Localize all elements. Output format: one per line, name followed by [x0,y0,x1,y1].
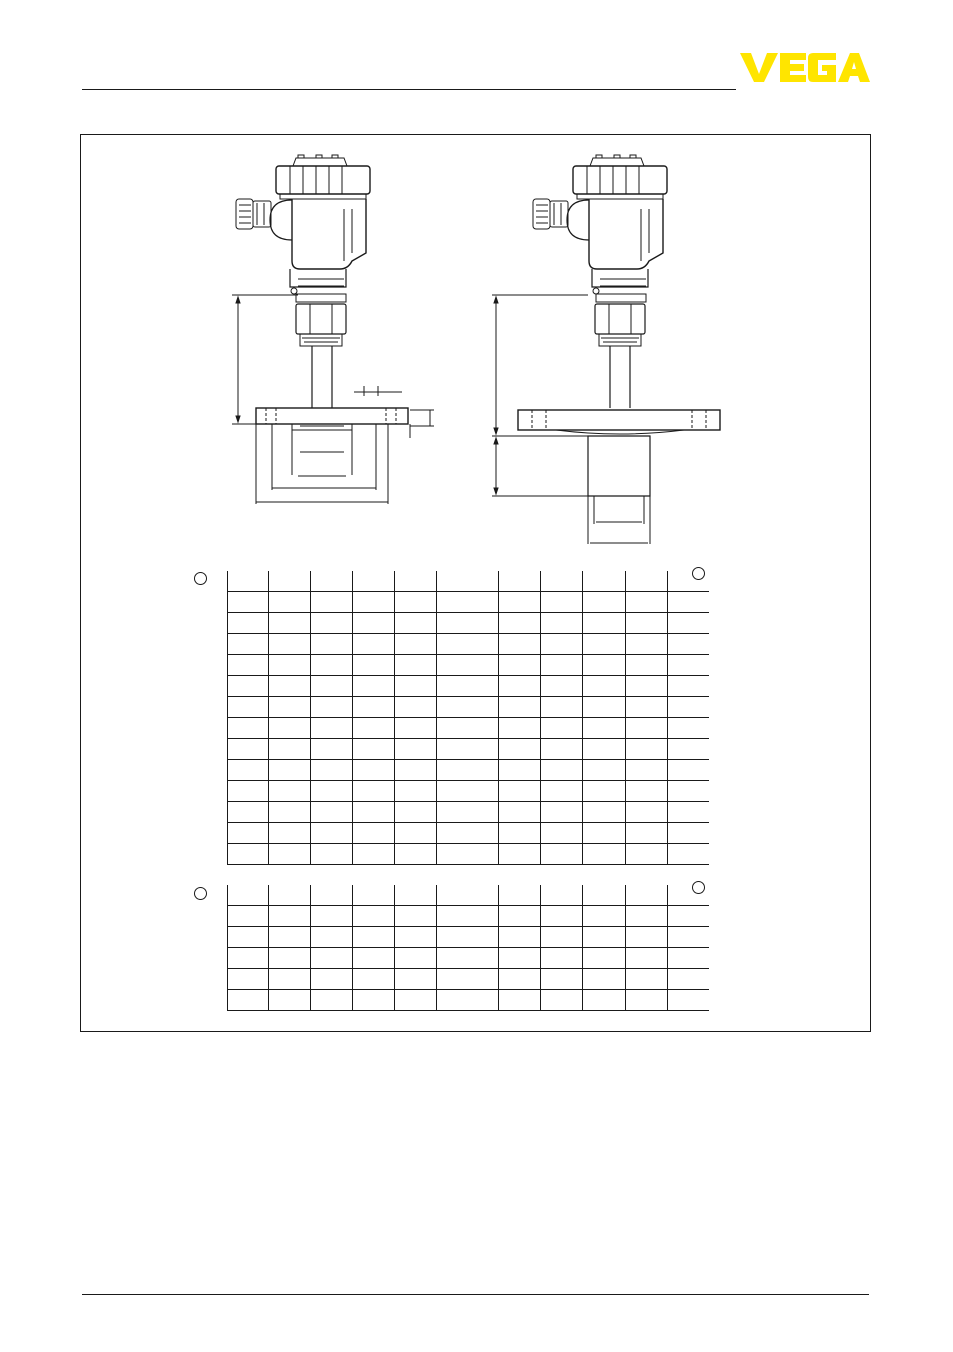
table-cell [626,823,668,844]
table-cell [437,592,499,613]
table-cell [668,969,709,990]
table-cell [395,697,437,718]
table-cell [269,948,311,969]
table-cell [541,571,583,592]
table-cell [269,697,311,718]
table-cell [626,634,668,655]
table-cell [228,969,269,990]
table-cell [311,760,353,781]
table-row [228,906,709,927]
table-cell [228,697,269,718]
table-row [228,823,709,844]
table-cell [311,571,353,592]
table-cell [437,948,499,969]
table-cell [228,823,269,844]
table-cell [583,655,626,676]
table-cell [228,906,269,927]
table-cell [269,969,311,990]
table-cell [228,676,269,697]
table-cell [395,823,437,844]
table-cell [353,802,395,823]
table-row [228,885,709,906]
table-cell [395,676,437,697]
footer-rule [82,1294,869,1295]
table-row [228,592,709,613]
table-cell [668,634,709,655]
table-row [228,760,709,781]
table-row [228,718,709,739]
table-cell [353,969,395,990]
table-cell [311,613,353,634]
table-cell [395,655,437,676]
table-cell [541,592,583,613]
table-cell [311,802,353,823]
table-cell [499,990,541,1011]
table-cell [395,781,437,802]
table-cell [228,571,269,592]
table-cell [311,823,353,844]
table-cell [437,927,499,948]
table-cell [583,990,626,1011]
table-cell [499,571,541,592]
table-cell [395,760,437,781]
table-cell [228,634,269,655]
dimension-table-2 [227,885,709,1011]
table-cell [353,613,395,634]
table-cell [541,844,583,865]
table-cell [353,571,395,592]
table-cell [228,718,269,739]
table-cell [437,802,499,823]
table-cell [626,655,668,676]
table-cell [668,781,709,802]
table-cell [228,990,269,1011]
dimension-table-1 [227,571,709,865]
table-cell [269,613,311,634]
table-cell [668,823,709,844]
table-cell [626,676,668,697]
table-cell [583,802,626,823]
table-cell [269,781,311,802]
table-cell [353,844,395,865]
table-cell [583,718,626,739]
table-cell [541,634,583,655]
table-cell [541,613,583,634]
table-cell [353,760,395,781]
table-cell [353,927,395,948]
table-cell [353,823,395,844]
table-cell [541,948,583,969]
table-cell [311,739,353,760]
table-cell [353,906,395,927]
table-cell [437,760,499,781]
table-cell [269,885,311,906]
table-cell [353,655,395,676]
table-row [228,948,709,969]
table-cell [499,802,541,823]
table-cell [269,906,311,927]
table-cell [626,969,668,990]
table-cell [668,739,709,760]
table-cell [395,927,437,948]
table-cell [583,676,626,697]
table-cell [437,990,499,1011]
table-cell [269,676,311,697]
table-cell [228,613,269,634]
table-row [228,697,709,718]
table-row [228,571,709,592]
table-row [228,676,709,697]
table-cell [228,592,269,613]
table-cell [626,571,668,592]
table-cell [626,844,668,865]
table-cell [269,844,311,865]
table-cell [583,969,626,990]
table-cell [583,634,626,655]
table-cell [228,844,269,865]
table-cell [626,927,668,948]
table-cell [541,718,583,739]
table-cell [626,613,668,634]
table-row [228,844,709,865]
table-cell [668,760,709,781]
table-cell [353,781,395,802]
table-cell [311,781,353,802]
table-row [228,739,709,760]
table-cell [437,844,499,865]
table-cell [541,823,583,844]
table-cell [583,823,626,844]
table-cell [269,802,311,823]
instrument-left [232,155,434,504]
dimensional-drawing [0,0,953,560]
table-cell [353,948,395,969]
table-cell [541,802,583,823]
table-cell [626,990,668,1011]
table-cell [499,927,541,948]
table-row [228,613,709,634]
table-cell [626,718,668,739]
table-cell [626,885,668,906]
table-cell [353,634,395,655]
table-cell [395,802,437,823]
table-cell [437,969,499,990]
table-cell [541,885,583,906]
table-cell [269,571,311,592]
table-row [228,781,709,802]
table-cell [437,885,499,906]
table-cell [395,948,437,969]
table-cell [437,571,499,592]
table-cell [668,697,709,718]
table-cell [311,906,353,927]
table-cell [499,781,541,802]
table-cell [395,613,437,634]
table-cell [311,655,353,676]
table-row [228,634,709,655]
table-cell [668,802,709,823]
table-cell [499,634,541,655]
table-cell [541,697,583,718]
table-cell [668,927,709,948]
table-cell [437,906,499,927]
table-cell [311,718,353,739]
table-cell [499,697,541,718]
table-cell [269,990,311,1011]
table-cell [311,948,353,969]
table-cell [437,634,499,655]
table-cell [668,718,709,739]
table-cell [626,948,668,969]
table-cell [626,760,668,781]
table-cell [499,760,541,781]
table-cell [228,655,269,676]
table-cell [626,906,668,927]
table-cell [583,697,626,718]
table-cell [269,592,311,613]
table-cell [499,969,541,990]
table-cell [311,844,353,865]
table-cell [668,948,709,969]
table-cell [228,927,269,948]
table-cell [353,990,395,1011]
table-cell [269,655,311,676]
table-cell [353,676,395,697]
table-cell [499,844,541,865]
table-cell [499,613,541,634]
table-cell [311,969,353,990]
table-cell [541,781,583,802]
table-cell [437,613,499,634]
table-cell [311,697,353,718]
table-cell [583,844,626,865]
table-cell [499,885,541,906]
table-cell [541,760,583,781]
table-cell [353,739,395,760]
table-row [228,990,709,1011]
table-cell [395,990,437,1011]
table-cell [353,885,395,906]
table-cell [626,802,668,823]
table-cell [499,823,541,844]
table-cell [311,634,353,655]
table-cell [228,781,269,802]
table-cell [583,948,626,969]
table-cell [311,990,353,1011]
table-cell [583,592,626,613]
table-cell [395,969,437,990]
instrument-right [492,155,720,544]
table-cell [269,739,311,760]
table-cell [626,697,668,718]
table-cell [626,781,668,802]
table-cell [269,927,311,948]
table-cell [228,760,269,781]
table-cell [395,634,437,655]
table-cell [668,676,709,697]
table-cell [311,885,353,906]
table-cell [437,781,499,802]
table-cell [583,927,626,948]
table-cell [395,592,437,613]
table-cell [499,948,541,969]
table-row [228,655,709,676]
table-cell [437,655,499,676]
table-cell [395,844,437,865]
table-cell [499,592,541,613]
table-cell [668,571,709,592]
table-row [228,927,709,948]
table-cell [668,592,709,613]
table-cell [269,760,311,781]
table-cell [626,739,668,760]
table-cell [583,781,626,802]
table-cell [269,718,311,739]
table-cell [583,906,626,927]
table-cell [668,906,709,927]
table-cell [395,739,437,760]
table-marker-left-1 [194,572,207,585]
table-cell [583,571,626,592]
table-cell [583,613,626,634]
table-cell [395,906,437,927]
table-cell [311,592,353,613]
table-cell [541,990,583,1011]
table-cell [353,697,395,718]
table-cell [541,927,583,948]
table-cell [541,655,583,676]
table-cell [668,885,709,906]
table-cell [668,990,709,1011]
table-cell [499,676,541,697]
table-cell [311,927,353,948]
table-cell [583,739,626,760]
table-cell [437,718,499,739]
table-cell [353,592,395,613]
table-cell [437,739,499,760]
table-cell [541,739,583,760]
table-cell [395,571,437,592]
table-cell [395,718,437,739]
table-cell [395,885,437,906]
table-cell [353,718,395,739]
table-cell [541,969,583,990]
table-cell [583,760,626,781]
table-cell [269,823,311,844]
table-cell [269,634,311,655]
table-cell [668,655,709,676]
table-cell [668,844,709,865]
table-cell [499,739,541,760]
table-row [228,969,709,990]
table-cell [311,676,353,697]
table-row [228,802,709,823]
table-cell [437,676,499,697]
table-cell [228,739,269,760]
table-cell [228,948,269,969]
table-marker-left-2 [194,887,207,900]
table-cell [437,697,499,718]
table-cell [541,676,583,697]
table-cell [626,592,668,613]
table-cell [499,906,541,927]
table-cell [228,885,269,906]
table-cell [499,718,541,739]
table-cell [437,823,499,844]
table-cell [541,906,583,927]
table-cell [583,885,626,906]
table-cell [668,613,709,634]
table-cell [228,802,269,823]
table-cell [499,655,541,676]
